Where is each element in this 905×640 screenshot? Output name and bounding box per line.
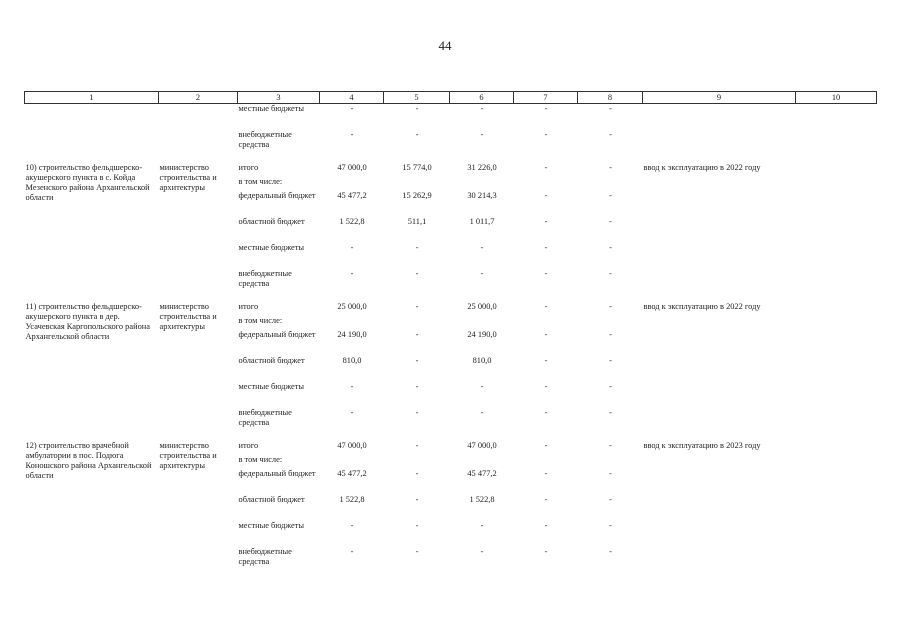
table-cell: - [480,104,484,113]
table-cell: - [544,130,548,139]
table-cell: 511,1 [407,217,427,226]
table-cell [578,455,643,469]
table-row [25,441,877,455]
column-number: 6 [450,92,514,104]
table-cell: - [480,269,484,278]
table-cell: 45 477,2 [337,191,367,200]
table-cell: - [609,469,612,478]
table-cell: 31 226,0 [467,163,497,172]
table-cell: - [544,547,548,556]
table-cell: - [415,243,419,252]
table-cell: - [609,217,612,226]
table-cell: - [544,302,548,311]
table-cell: - [350,269,354,278]
table-cell: - [350,130,354,139]
table-cell: - [415,130,419,139]
budget-table [24,91,877,573]
table-cell: - [609,382,612,391]
responsible-executor: министерство строительства и архитектуры [159,441,217,470]
table-cell: - [609,330,612,339]
table-cell: - [609,521,612,530]
table-cell: - [544,191,548,200]
table-cell [578,316,643,330]
table-cell: - [415,495,419,504]
project-title: 10) строительство фельдшерско-акушерского пункта в с. Койда Мезенского района Архангельской области [25,163,150,202]
table-cell: - [350,382,354,391]
table-cell: 24 190,0 [337,330,367,339]
table-cell: 45 477,2 [467,469,497,478]
spacer-row [25,434,877,441]
funding-source-label: федеральный бюджет [238,469,316,478]
table-cell: - [609,495,612,504]
table-cell: - [609,269,612,278]
table-cell: 24 190,0 [467,330,497,339]
funding-source-label: итого [238,302,259,311]
table-cell: - [415,104,419,113]
table-cell: - [415,547,419,556]
table-cell: 1 522,8 [339,495,365,504]
table-cell: 1 522,8 [469,495,495,504]
funding-source-label: в том числе: [238,316,283,325]
table-cell: - [480,243,484,252]
table-cell: - [609,356,612,365]
table-cell: - [350,547,354,556]
table-cell: - [480,521,484,530]
table-cell: - [544,521,548,530]
table-row [25,130,877,156]
funding-source-label: областной бюджет [238,217,305,226]
table-cell: - [544,469,548,478]
page-number: 44 [438,38,452,53]
table-cell [578,177,643,191]
table-cell: - [544,217,548,226]
table-cell [320,177,384,191]
table-cell: 47 000,0 [467,441,497,450]
funding-source-label: местные бюджеты [238,243,305,252]
table-cell: 45 477,2 [337,469,367,478]
funding-source-label: итого [238,163,259,172]
funding-source-label: местные бюджеты [238,382,305,391]
spacer-row [25,295,877,302]
table-cell: - [544,243,548,252]
funding-source-label: внебюджетные средства [238,269,292,288]
column-number: 10 [796,92,877,104]
responsible-executor: министерство строительства и архитектуры [159,302,217,331]
funding-source-label: федеральный бюджет [238,330,316,339]
table-cell: 25 000,0 [337,302,367,311]
table-cell: - [609,243,612,252]
continued-rows [25,104,877,157]
table-cell: - [350,243,354,252]
table-cell: - [544,382,548,391]
table-cell: - [544,330,548,339]
table-cell: - [350,521,354,530]
table-row [25,302,877,316]
table-cell [450,455,514,469]
column-number: 5 [384,92,450,104]
table-cell: 15 262,9 [402,191,432,200]
table-cell: - [415,382,419,391]
table-row [25,104,877,131]
table-cell: - [480,382,484,391]
table-cell: - [544,104,548,113]
expected-result: ввод к эксплуатацию в 2022 году [643,163,761,172]
table-cell: 25 000,0 [467,302,497,311]
column-number: 1 [25,92,159,104]
table-cell: - [609,163,612,172]
table-cell [384,316,450,330]
table-cell [320,455,384,469]
funding-source-label: областной бюджет [238,356,305,365]
spacer-row [25,156,877,163]
table-cell: - [350,104,354,113]
table-cell: - [415,469,419,478]
funding-source-label: внебюджетные средства [238,130,292,149]
table-cell: - [480,547,484,556]
table-cell: - [609,408,612,417]
column-number: 9 [643,92,796,104]
table-cell: 47 000,0 [337,441,367,450]
table-cell: - [415,441,419,450]
responsible-executor: министерство строительства и архитектуры [159,163,217,192]
table-cell: - [544,495,548,504]
table-cell: - [415,408,419,417]
table-cell: 30 214,3 [467,191,497,200]
table-cell [514,455,578,469]
funding-source-label: в том числе: [238,455,283,464]
funding-source-label: итого [238,441,259,450]
table-cell: - [544,441,548,450]
table-cell: - [415,521,419,530]
table-cell: - [609,191,612,200]
table-cell: - [544,269,548,278]
table-cell [320,316,384,330]
table-cell: - [544,163,548,172]
table-cell: - [415,356,419,365]
table-cell: - [544,356,548,365]
table-cell [384,455,450,469]
table-cell: - [350,408,354,417]
table-cell: 810,0 [342,356,362,365]
projects-rows [25,156,877,573]
table-cell: 15 774,0 [402,163,432,172]
column-number: 2 [159,92,238,104]
table-cell: - [609,547,612,556]
table-cell [514,316,578,330]
table-cell: 1 011,7 [469,217,495,226]
column-number: 8 [578,92,643,104]
table-cell: - [609,104,612,113]
table-cell: - [415,269,419,278]
table-cell: - [609,302,612,311]
table-cell: - [480,408,484,417]
funding-source-label: областной бюджет [238,495,305,504]
table-cell: - [609,130,612,139]
column-number: 7 [514,92,578,104]
funding-source-label: местные бюджеты [238,104,305,113]
project-title: 11) строительство фельдшерско-акушерского пункта в дер. Усачевская Каргопольского района Архангельской области [25,302,150,341]
expected-result: ввод к эксплуатацию в 2023 году [643,441,761,450]
table-cell: - [480,130,484,139]
table-row [25,163,877,177]
table-cell [514,177,578,191]
table-cell [384,177,450,191]
table-cell: - [609,441,612,450]
table-cell [450,316,514,330]
funding-source-label: внебюджетные средства [238,408,292,427]
table-cell: - [415,302,419,311]
column-number-header [25,92,877,104]
funding-source-label: федеральный бюджет [238,191,316,200]
funding-source-label: внебюджетные средства [238,547,292,566]
table-cell [450,177,514,191]
table-cell: 1 522,8 [339,217,365,226]
project-title: 12) строительство врачебной амбулатории в пос. Подюга Коношского района Архангельской области [25,441,152,480]
funding-source-label: в том числе: [238,177,283,186]
funding-source-label: местные бюджеты [238,521,305,530]
column-number: 4 [320,92,384,104]
table-cell: 47 000,0 [337,163,367,172]
column-number: 3 [238,92,320,104]
table-cell: - [415,330,419,339]
expected-result: ввод к эксплуатацию в 2022 году [643,302,761,311]
table-cell: - [544,408,548,417]
table-cell: 810,0 [472,356,492,365]
